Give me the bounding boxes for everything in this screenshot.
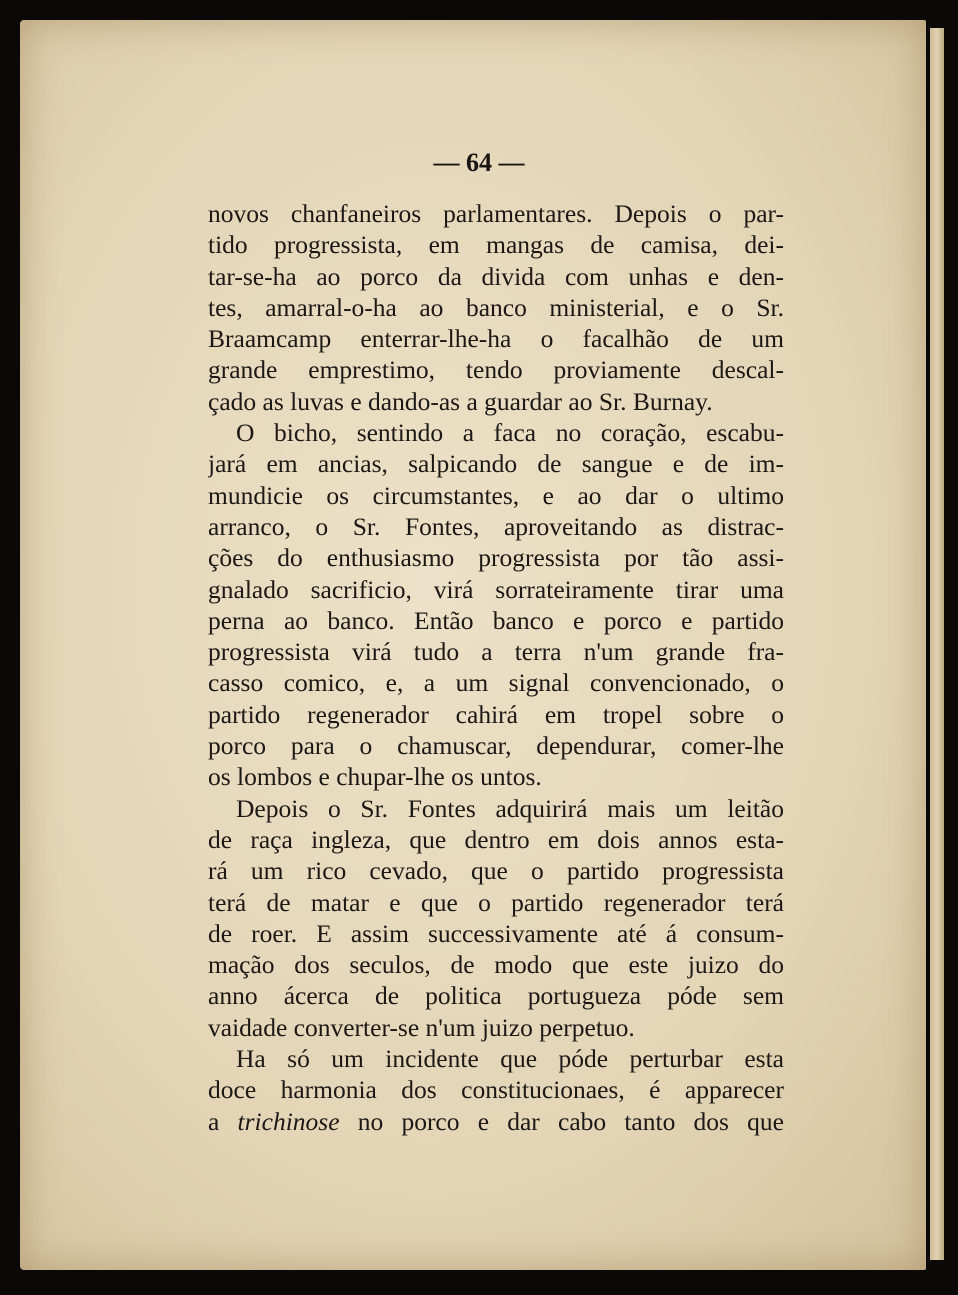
text-line: de roer. E assim successivamente até á consum- <box>208 918 784 948</box>
text-line-final <box>208 1106 784 1137</box>
final-line-before: a <box>208 1106 238 1136</box>
text-line: novos chanfaneiros parlamentares. Depois o par- <box>208 199 784 228</box>
text-line: Braamcamp enterrar-lhe-ha o facalhão de um <box>208 324 784 354</box>
text-line: arranco, o Sr. Fontes, aproveitando as distrac- <box>208 511 784 541</box>
text-line: casso comico, e, a um signal convencionado, o <box>208 668 784 698</box>
text-line: doce harmonia dos constitucionaes, é apparecer <box>208 1075 784 1105</box>
text-line: ções do enthusiasmo progressista por tão assi- <box>208 543 784 573</box>
body-text <box>208 198 784 1137</box>
text-line: Depois o Sr. Fontes adquirirá mais um leitão <box>236 793 784 823</box>
text-line: anno ácerca de politica portugueza póde sem <box>208 981 784 1011</box>
text-line: O bicho, sentindo a faca no coração, escabu- <box>236 418 784 448</box>
text-line: vaidade converter-se n'um juizo perpetuo. <box>208 1012 635 1042</box>
text-line: partido regenerador cahirá em tropel sobre o <box>208 699 784 729</box>
text-line: grande emprestimo, tendo proviamente descal- <box>208 355 784 385</box>
final-line-after: no porco e dar cabo tanto dos que <box>339 1106 784 1136</box>
next-page-edge <box>930 28 944 1260</box>
text-line: Ha só um incidente que póde perturbar esta <box>236 1044 784 1074</box>
text-line: tes, amarral-o-ha ao banco ministerial, e o Sr. <box>208 292 784 322</box>
text-line: mação dos seculos, de modo que este juizo do <box>208 950 784 980</box>
text-line: jará em ancias, salpicando de sangue e de im- <box>208 449 784 479</box>
text-line: tido progressista, em mangas de camisa, dei- <box>208 230 784 260</box>
page-number: — 64 — <box>433 148 525 177</box>
italic-term: trichinose <box>237 1106 340 1136</box>
text-line: os lombos e chupar-lhe os untos. <box>208 762 542 792</box>
text-line: tar-se-ha ao porco da divida com unhas e den- <box>208 261 784 291</box>
text-line: porco para o chamuscar, dependurar, comer-lhe <box>208 731 784 761</box>
text-line: rá um rico cevado, que o partido progressista <box>208 856 784 886</box>
text-line: terá de matar e que o partido regenerador terá <box>208 887 784 917</box>
text-line: çado as luvas e dando-as a guardar ao Sr. Burnay. <box>208 386 713 416</box>
text-line: progressista virá tudo a terra n'um grande fra- <box>208 637 784 667</box>
text-line: de raça ingleza, que dentro em dois annos esta- <box>208 824 784 854</box>
text-line: perna ao banco. Então banco e porco e partido <box>208 605 784 635</box>
text-line: mundicie os circumstantes, e ao dar o ultimo <box>208 480 784 510</box>
text-line: gnalado sacrificio, virá sorrateiramente tirar uma <box>208 574 784 604</box>
